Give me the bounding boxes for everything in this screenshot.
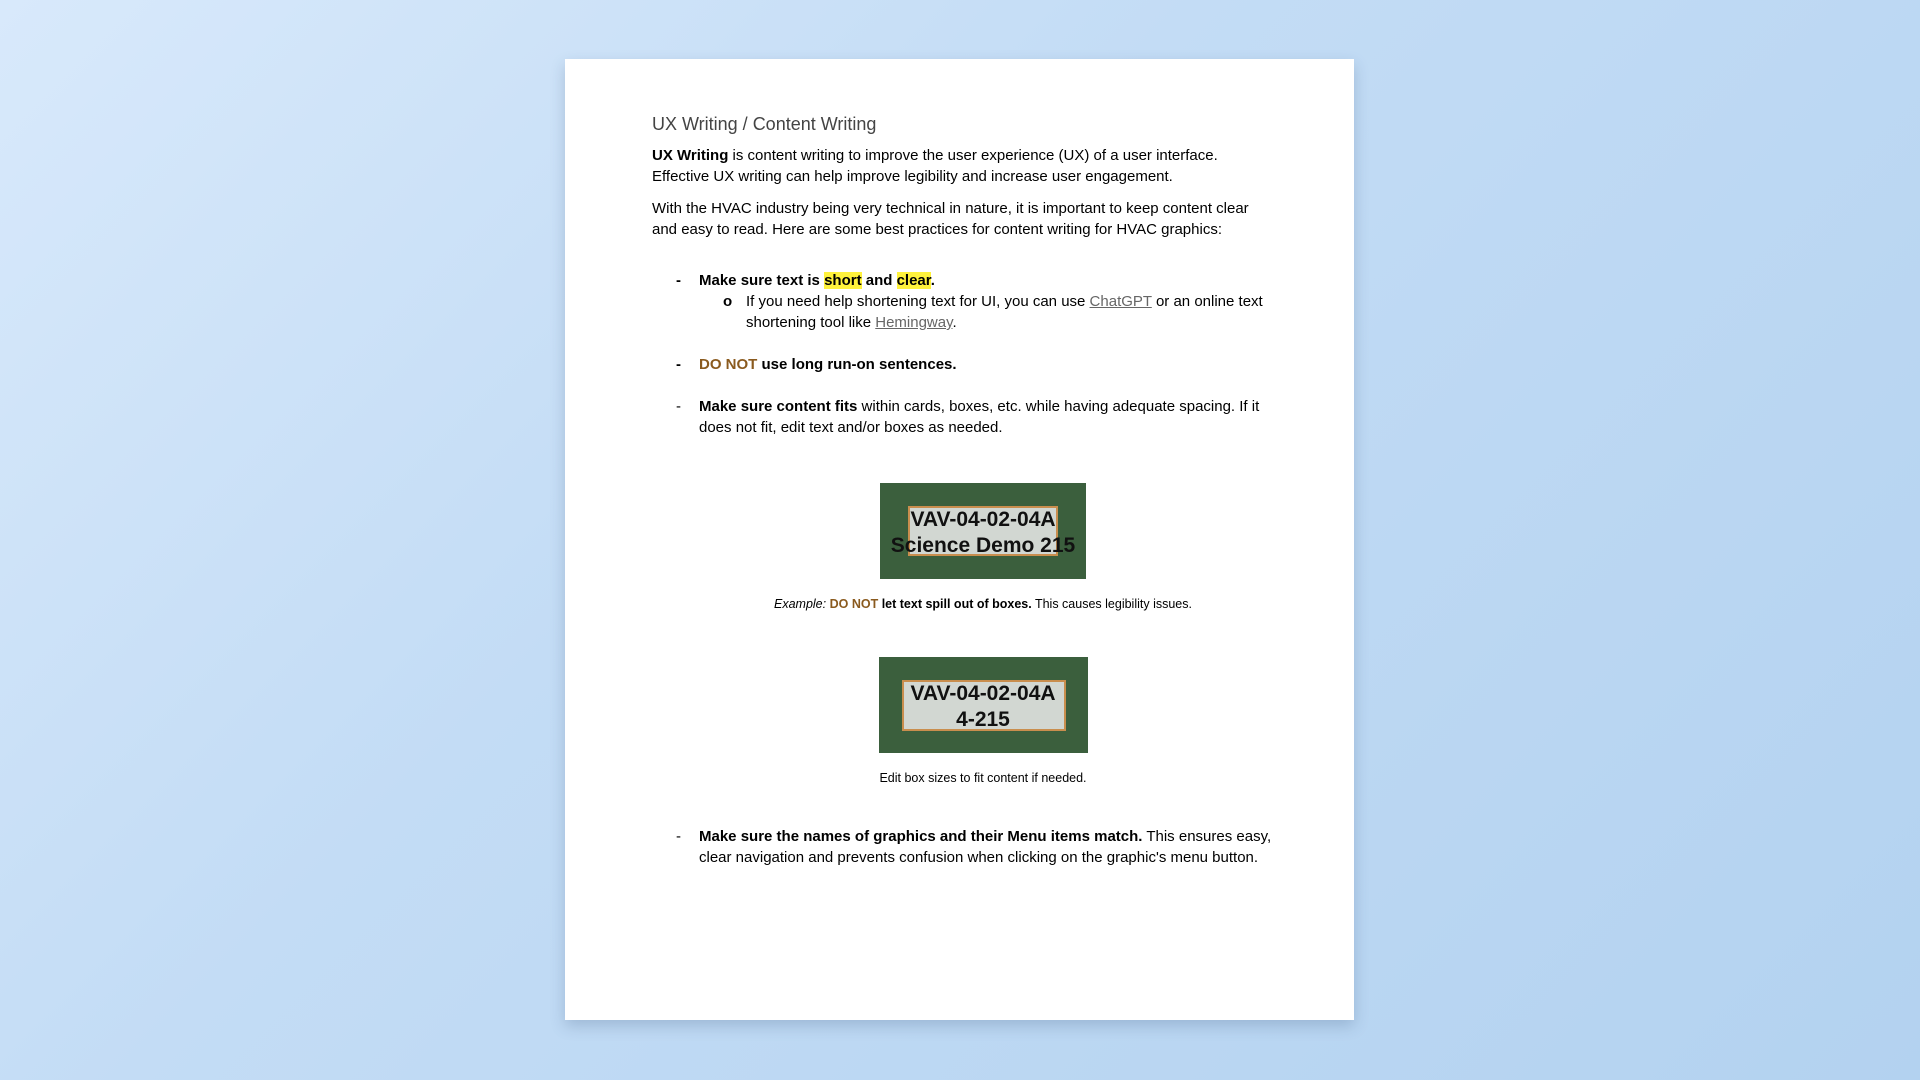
intro-line1: is content writing to improve the user experience (UX) of a user interface.	[728, 147, 1218, 164]
sub-bullet-tools	[699, 291, 1272, 333]
document-title: UX Writing / Content Writing	[652, 114, 877, 134]
sub-bullet-text3: .	[952, 314, 957, 331]
hvac-paragraph: With the HVAC industry being very technical in nature, it is important to keep content clear and easy to read. Here are some best practices for content writing for HVAC graphics:	[652, 200, 1249, 238]
graphic-label-line1: VAV-04-02-04A	[910, 508, 1056, 531]
bullet3-rest: within cards, boxes, etc. while having adequate spacing. If it does not fit, edit text and/or boxes as needed.	[699, 398, 1260, 436]
bullet-short-clear	[652, 270, 1272, 333]
figure1-caption	[694, 596, 1272, 612]
graphic-box-fitted	[879, 657, 1088, 753]
caption-rest: This causes legibility issues.	[1031, 597, 1192, 611]
figure-good-example	[652, 657, 1272, 786]
chatgpt-link[interactable]: ChatGPT	[1089, 293, 1152, 310]
highlight-clear: clear	[896, 272, 931, 289]
caption-example: Example:	[774, 597, 827, 611]
bullet4-bold: Make sure the names of graphics and their Menu items match.	[699, 828, 1143, 845]
bullet-dash: -	[676, 828, 681, 845]
caption-bold: let text spill out of boxes.	[881, 597, 1032, 611]
sub-bullet-list	[699, 291, 1272, 333]
do-not-warning: DO NOT	[699, 356, 758, 373]
highlight-short: short	[824, 272, 862, 289]
document-page	[565, 59, 1354, 1020]
bullet2-rest: use long run-on sentences.	[757, 356, 957, 373]
bullet-dash: -	[676, 356, 681, 373]
figure-bad-example	[652, 483, 1272, 612]
intro-term: UX Writing	[652, 147, 729, 164]
bullet-dash: -	[676, 398, 681, 415]
best-practices-list-continued	[652, 826, 1272, 868]
graphic-box-overflow	[880, 483, 1086, 579]
bullet-no-run-on	[652, 354, 1272, 375]
bullet1-text	[699, 272, 935, 289]
bullet-content-fits	[652, 396, 1272, 438]
sub-bullet-marker: o	[723, 293, 733, 310]
bullet4-rest: This ensures easy, clear navigation and prevents confusion when clicking on the graphic's menu button.	[699, 828, 1272, 866]
graphic-label-line2: 4-215	[956, 708, 1010, 731]
bullet-dash: -	[676, 272, 681, 289]
intro-paragraph	[652, 145, 1272, 187]
figure2-caption: Edit box sizes to fit content if needed.	[879, 771, 1087, 785]
bullet1-mid: and	[861, 272, 897, 289]
bullet-menu-names	[652, 826, 1272, 868]
caption-do-not: DO NOT	[829, 597, 879, 611]
bullet1-prefix: Make sure text is	[699, 272, 825, 289]
best-practices-list	[652, 270, 1272, 438]
document-content	[652, 113, 1272, 889]
bullet1-end: .	[930, 272, 935, 289]
intro-line2: Effective UX writing can help improve legibility and increase user engagement.	[652, 168, 1173, 185]
sub-bullet-text1: If you need help shortening text for UI, you can use	[746, 293, 1090, 310]
hemingway-link[interactable]: Hemingway	[875, 314, 953, 331]
sub-bullet-text2: or an online text shortening tool like	[746, 293, 1263, 331]
bullet2-text	[699, 356, 957, 373]
graphic-label-line2: Science Demo 215	[890, 534, 1076, 557]
bullet3-bold: Make sure content fits	[699, 398, 858, 415]
graphic-label-line1: VAV-04-02-04A	[910, 682, 1056, 705]
